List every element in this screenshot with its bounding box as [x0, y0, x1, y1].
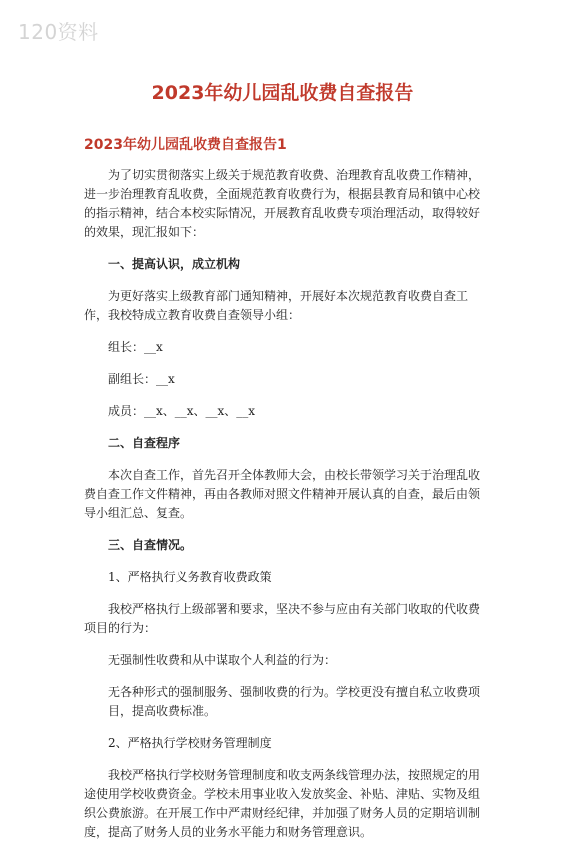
paragraph-no-forced-service: 无各种形式的强制服务、强制收费的行为。学校更没有擅自私立收费项目，提高收费标准。 [108, 685, 481, 718]
paragraph-no-collection: 我校严格执行上级部署和要求，坚决不参与应由有关部门收取的代收费项目的行为： [84, 602, 481, 635]
intro-paragraph: 为了切实贯彻落实上级关于规范教育收费、治理教育乱收费工作精神，进一步治理教育乱收费，全面规范教育收费行为，根据县教育局和镇中心校的指示精神，结合本校实际情况，开展教育乱收费专项治理活动，取得较好的效果，现汇报如下： [84, 168, 481, 239]
section-title: 2023年幼儿园乱收费自查报告1 [84, 137, 287, 153]
document-title: 2023年幼儿园乱收费自查报告 [151, 82, 414, 104]
heading-inspection-procedure: 二、自查程序 [108, 436, 181, 450]
heading-establish-organization: 一、提高认识，成立机构 [108, 257, 241, 271]
heading-inspection-status: 三、自查情况。 [108, 538, 193, 552]
group-leader-line: 组长：__x [108, 340, 163, 354]
paragraph-finance-management: 我校严格执行学校财务管理制度和收支两条线管理办法，按照规定的用途使用学校收费资金。学校未用事业收入发放奖金、补贴、津贴、实物及组织公费旅游。在开展工作中严肃财经纪律，并加强了财务人员的定期培训制度，提高了财务人员的业务水平能力和财务管理意识。 [84, 768, 481, 839]
members-line: 成员：__x、__x、__x、__x [108, 404, 256, 418]
paragraph-leadership-group: 为更好落实上级教育部门通知精神，开展好本次规范教育收费自查工作，我校特成立教育收费自查领导小组： [84, 289, 469, 322]
document-body [84, 166, 482, 855]
subheading-finance-management: 2、严格执行学校财务管理制度 [108, 736, 272, 750]
deputy-leader-line: 副组长：__x [108, 372, 175, 386]
paragraph-procedure: 本次自查工作，首先召开全体教师大会，由校长带领学习关于治理乱收费自查工作文件精神，再由各教师对照文件精神开展认真的自查，最后由领导小组汇总、复查。 [84, 468, 481, 520]
subheading-fee-policy: 1、严格执行义务教育收费政策 [108, 570, 272, 584]
paragraph-no-mandatory-fee: 无强制性收费和从中谋取个人利益的行为： [108, 653, 337, 667]
watermark-logo: 120资料 [18, 20, 99, 44]
